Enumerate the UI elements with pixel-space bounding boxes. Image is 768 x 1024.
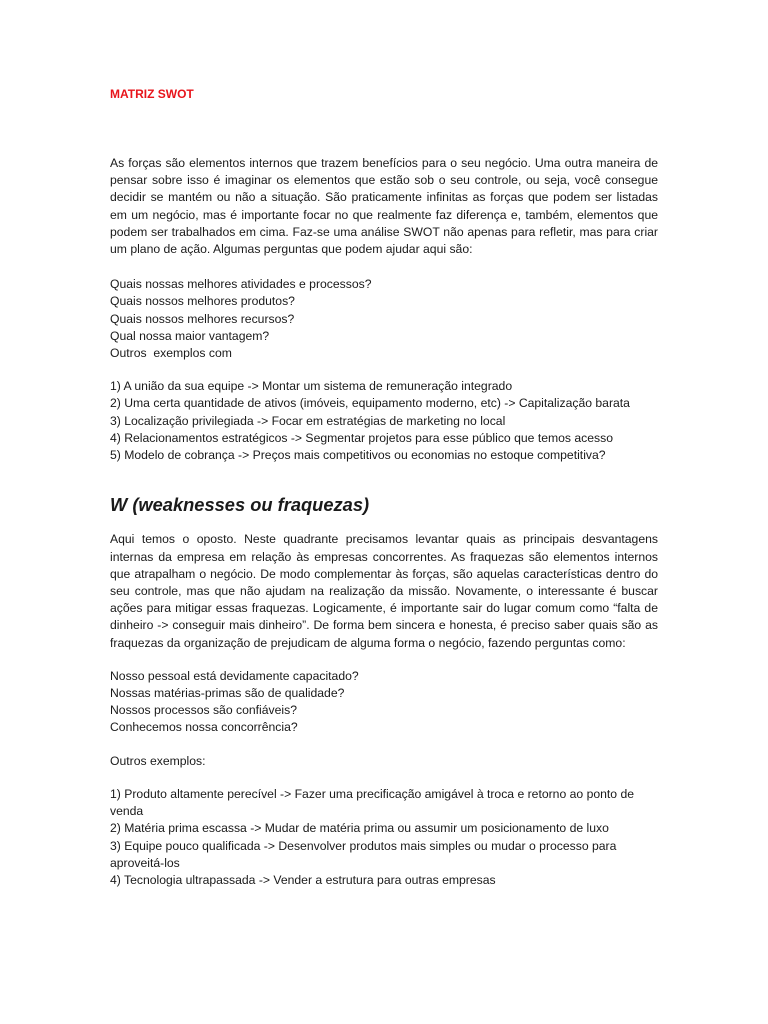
weaknesses-paragraph: Aqui temos o oposto. Neste quadrante precisamos levantar quais as principais desvantagens internas da empresa em relação às empresas concorrentes. As fraquezas são elementos internos que atrapalham o negócio. De modo complementar às forças, são aquelas características dentro do seu controle, mas que não ajudam na realização da missão. Novamente, o interessante é buscar ações para mitigar essas fraquezas. Logicamente, é importante sair do lugar comum como “falta de dinheiro -> conseguir mais dinheiro”. De forma bem sincera e honesta, é preciso saber quais são as fraquezas da organização de prejudicam de alguma forma o negócio, fazendo perguntas como: [110,532,658,650]
list-item: Quais nossas melhores atividades e processos? [110,277,372,292]
list-item: Nossos processos são confiáveis? [110,703,297,718]
list-item: Qual nossa maior vantagem? [110,328,270,343]
list-item: Quais nossos melhores produtos? [110,294,295,309]
list-item: 3) Localização privilegiada -> Focar em estratégias de marketing no local [110,413,506,428]
weaknesses-examples-list [110,786,658,889]
list-item: Conhecemos nossa concorrência? [110,720,298,735]
strengths-paragraph: As forças são elementos internos que trazem benefícios para o seu negócio. Uma outra maneira de pensar sobre isso é imaginar os elementos que estão sob o seu controle, ou seja, você consegue decidir se mantém ou não a situação. São praticamente infinitas as forças que podem ser listadas em um negócio, mas é importante focar no que realmente faz diferença e, também, elementos que podem ser trabalhados em cima. Faz-se uma análise SWOT não apenas para refletir, mas para criar um plano de ação. Algumas perguntas que podem ajudar aqui são: [110,156,658,257]
strengths-examples-list [110,378,658,464]
weaknesses-heading: W (weaknesses ou fraquezas) [110,494,370,516]
list-item: Outros exemplos com [110,346,232,361]
list-item: 3) Equipe pouco qualificada -> Desenvolver produtos mais simples ou mudar o processo para aproveitá-los [110,838,617,870]
list-item: 4) Relacionamentos estratégicos -> Segmentar projetos para esse público que temos acesso [110,430,614,445]
list-item: 2) Uma certa quantidade de ativos (imóveis, equipamento moderno, etc) -> Capitalização barata [110,396,630,411]
weaknesses-questions-list [110,668,658,737]
list-item: 5) Modelo de cobrança -> Preços mais competitivos ou economias no estoque competitiva? [110,448,606,463]
strengths-questions-list [110,276,658,362]
list-item: Nossas matérias-primas são de qualidade? [110,686,345,701]
list-item: Quais nossos melhores recursos? [110,311,295,326]
list-item: 1) Produto altamente perecível -> Fazer uma precificação amigável à troca e retorno ao ponto de venda [110,786,635,819]
list-item: 1) A união da sua equipe -> Montar um sistema de remuneração integrado [110,379,513,394]
document-title: MATRIZ SWOT [110,87,194,101]
list-item: Nosso pessoal está devidamente capacitado? [110,668,359,683]
list-item: 4) Tecnologia ultrapassada -> Vender a estrutura para outras empresas [110,872,496,887]
weaknesses-other-label: Outros exemplos: [110,753,206,768]
list-item: 2) Matéria prima escassa -> Mudar de matéria prima ou assumir um posicionamento de luxo [110,821,609,836]
